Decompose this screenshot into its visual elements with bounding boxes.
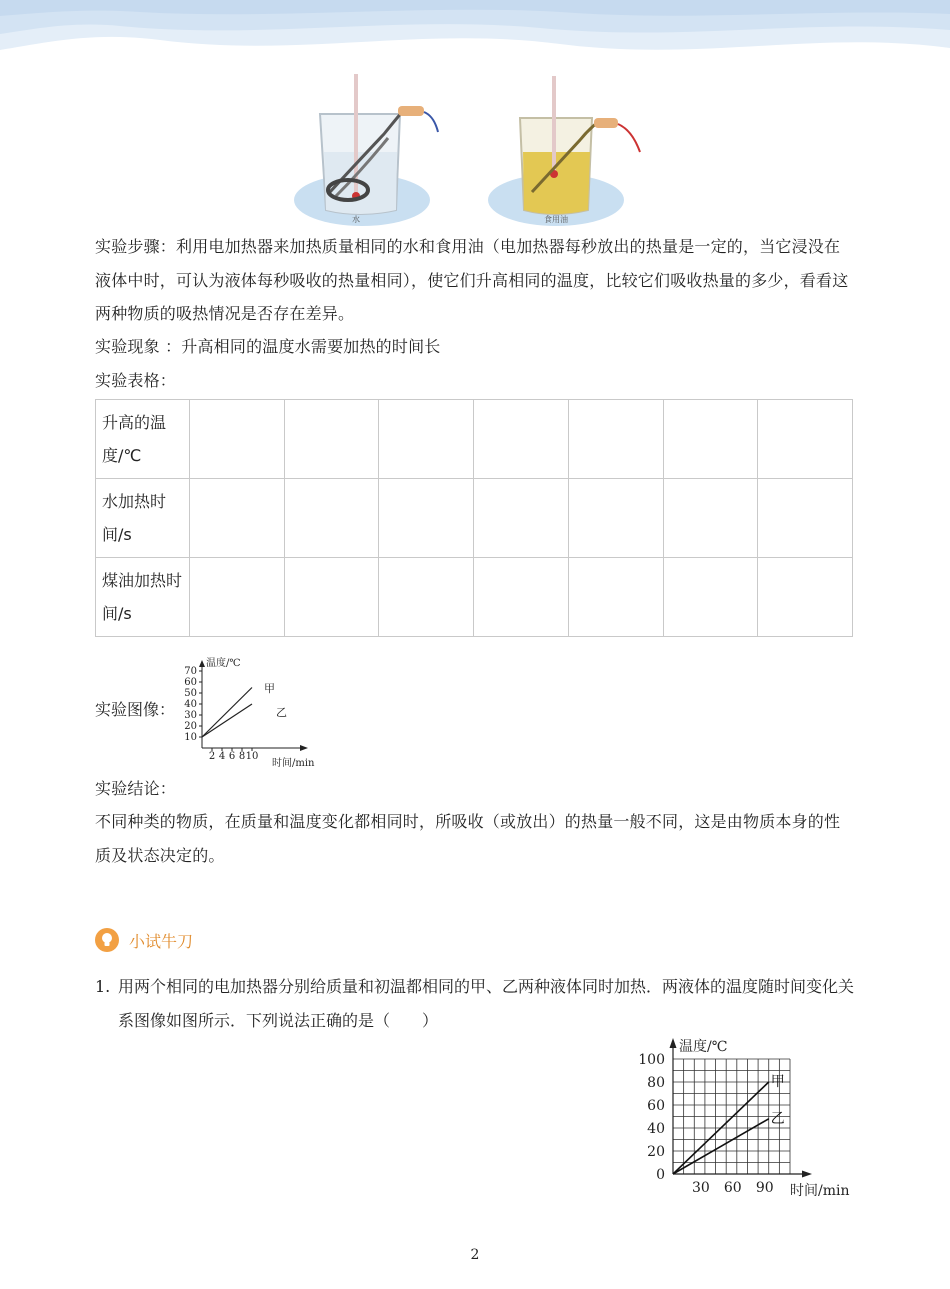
- experiment-steps: 实验步骤：利用电加热器来加热质量相同的水和食用油（电加热器每秒放出的热量是一定的，当它浸没在液体中时，可认为液体每秒吸收的热量相同），使它们升高相同的温度，比较它们吸收热量的多少，看看这两种物质的吸热情况是否存在差异。: [95, 237, 849, 323]
- small-y-tick-label: 50: [184, 688, 197, 699]
- table-cell: [474, 558, 569, 637]
- big-y-tick-label: 80: [647, 1075, 665, 1091]
- section-header: [95, 928, 193, 952]
- big-y-arrow: [670, 1038, 677, 1048]
- small-x-arrow: [300, 745, 308, 751]
- small-y-tick-label: 10: [184, 732, 197, 743]
- small-y-tick-label: 70: [184, 666, 197, 677]
- table-cell: [284, 400, 379, 479]
- small-y-tick-label: 30: [184, 710, 197, 721]
- big-y-tick-label: 60: [647, 1098, 665, 1114]
- top-wave-banner: [0, 0, 950, 70]
- table-row: [96, 479, 853, 558]
- conclusion-text: 不同种类的物质，在质量和温度变化都相同时，所吸收（或放出）的热量一般不同，这是由物质本身的性质及状态决定的。: [95, 812, 841, 865]
- table-cell: [568, 479, 663, 558]
- table-cell: [758, 558, 853, 637]
- small-chart-ylabel: 温度/℃: [206, 658, 241, 669]
- oil-label: 食用油: [544, 215, 568, 224]
- beaker-experiment-photo: [292, 72, 652, 230]
- small-x-tick-label: 8: [238, 751, 246, 762]
- table-cell: [379, 400, 474, 479]
- big-x-tick-label: 30: [691, 1180, 710, 1196]
- experiment-phenomenon: 实验现象 ：升高相同的温度水需要加热的时间长: [95, 337, 441, 356]
- image-label: 实验图像：: [95, 700, 176, 719]
- question-number: 1.: [95, 977, 111, 996]
- table-cell: [663, 479, 758, 558]
- small-x-tick-label: 4: [218, 751, 226, 762]
- row-head-water-time: 水加热时间/s: [96, 479, 190, 558]
- big-series-label-a: 甲: [770, 1074, 785, 1090]
- big-y-tick-label: 100: [638, 1052, 665, 1068]
- small-series-label-a: 甲: [264, 682, 275, 695]
- lightbulb-icon: [95, 928, 119, 952]
- small-x-tick-label: 2: [208, 751, 216, 762]
- small-y-arrow: [199, 660, 205, 667]
- big-y-tick-label: 0: [656, 1167, 665, 1183]
- big-y-tick-label: 20: [647, 1144, 665, 1160]
- table-row: [96, 558, 853, 637]
- table-cell: [568, 558, 663, 637]
- row-head-kerosene-time: 煤油加热时间/s: [96, 558, 190, 637]
- small-series-line-a: [202, 688, 252, 738]
- table-cell: [284, 558, 379, 637]
- big-chart-ylabel: 温度/℃: [679, 1039, 728, 1055]
- small-x-tick-label: 10: [245, 751, 259, 762]
- row-head-temperature: 升高的温度/℃: [96, 400, 190, 479]
- table-cell: [379, 479, 474, 558]
- small-y-tick-label: 40: [184, 699, 197, 710]
- table-cell: [474, 400, 569, 479]
- table-cell: [190, 558, 285, 637]
- experiment-table: [95, 399, 853, 637]
- table-cell: [379, 558, 474, 637]
- water-label: 水: [352, 215, 360, 224]
- table-cell: [663, 400, 758, 479]
- big-x-tick-label: 60: [723, 1180, 742, 1196]
- table-cell: [568, 400, 663, 479]
- page-number: 2: [470, 1247, 480, 1263]
- table-cell: [758, 479, 853, 558]
- big-series-label-b: 乙: [770, 1110, 785, 1127]
- table-cell: [284, 479, 379, 558]
- big-x-arrow: [802, 1171, 812, 1178]
- question-1: [95, 970, 865, 1037]
- table-row: [96, 400, 853, 479]
- table-label: 实验表格：: [95, 371, 177, 390]
- table-cell: [663, 558, 758, 637]
- small-chart-xlabel: 时间/min: [272, 758, 315, 769]
- small-x-tick-label: 6: [228, 751, 236, 762]
- small-y-tick-label: 60: [184, 677, 197, 688]
- question-text: 用两个相同的电加热器分别给质量和初温都相同的甲、乙两种液体同时加热．两液体的温度随时间变化关系图像如图所示．下列说法正确的是（ ）: [118, 977, 855, 1030]
- big-temperature-chart: [630, 1034, 870, 1204]
- table-cell: [474, 479, 569, 558]
- small-temperature-chart: [180, 654, 330, 772]
- small-y-tick-label: 20: [184, 721, 197, 732]
- big-x-tick-label: 90: [755, 1180, 774, 1196]
- conclusion-label: 实验结论：: [95, 779, 177, 798]
- section-title: 小试牛刀: [129, 931, 194, 951]
- table-cell: [758, 400, 853, 479]
- big-y-tick-label: 40: [647, 1121, 665, 1137]
- small-series-line-b: [202, 704, 252, 737]
- big-chart-xlabel: 时间/min: [790, 1183, 850, 1199]
- small-series-label-b: 乙: [276, 706, 287, 719]
- table-cell: [190, 479, 285, 558]
- table-cell: [190, 400, 285, 479]
